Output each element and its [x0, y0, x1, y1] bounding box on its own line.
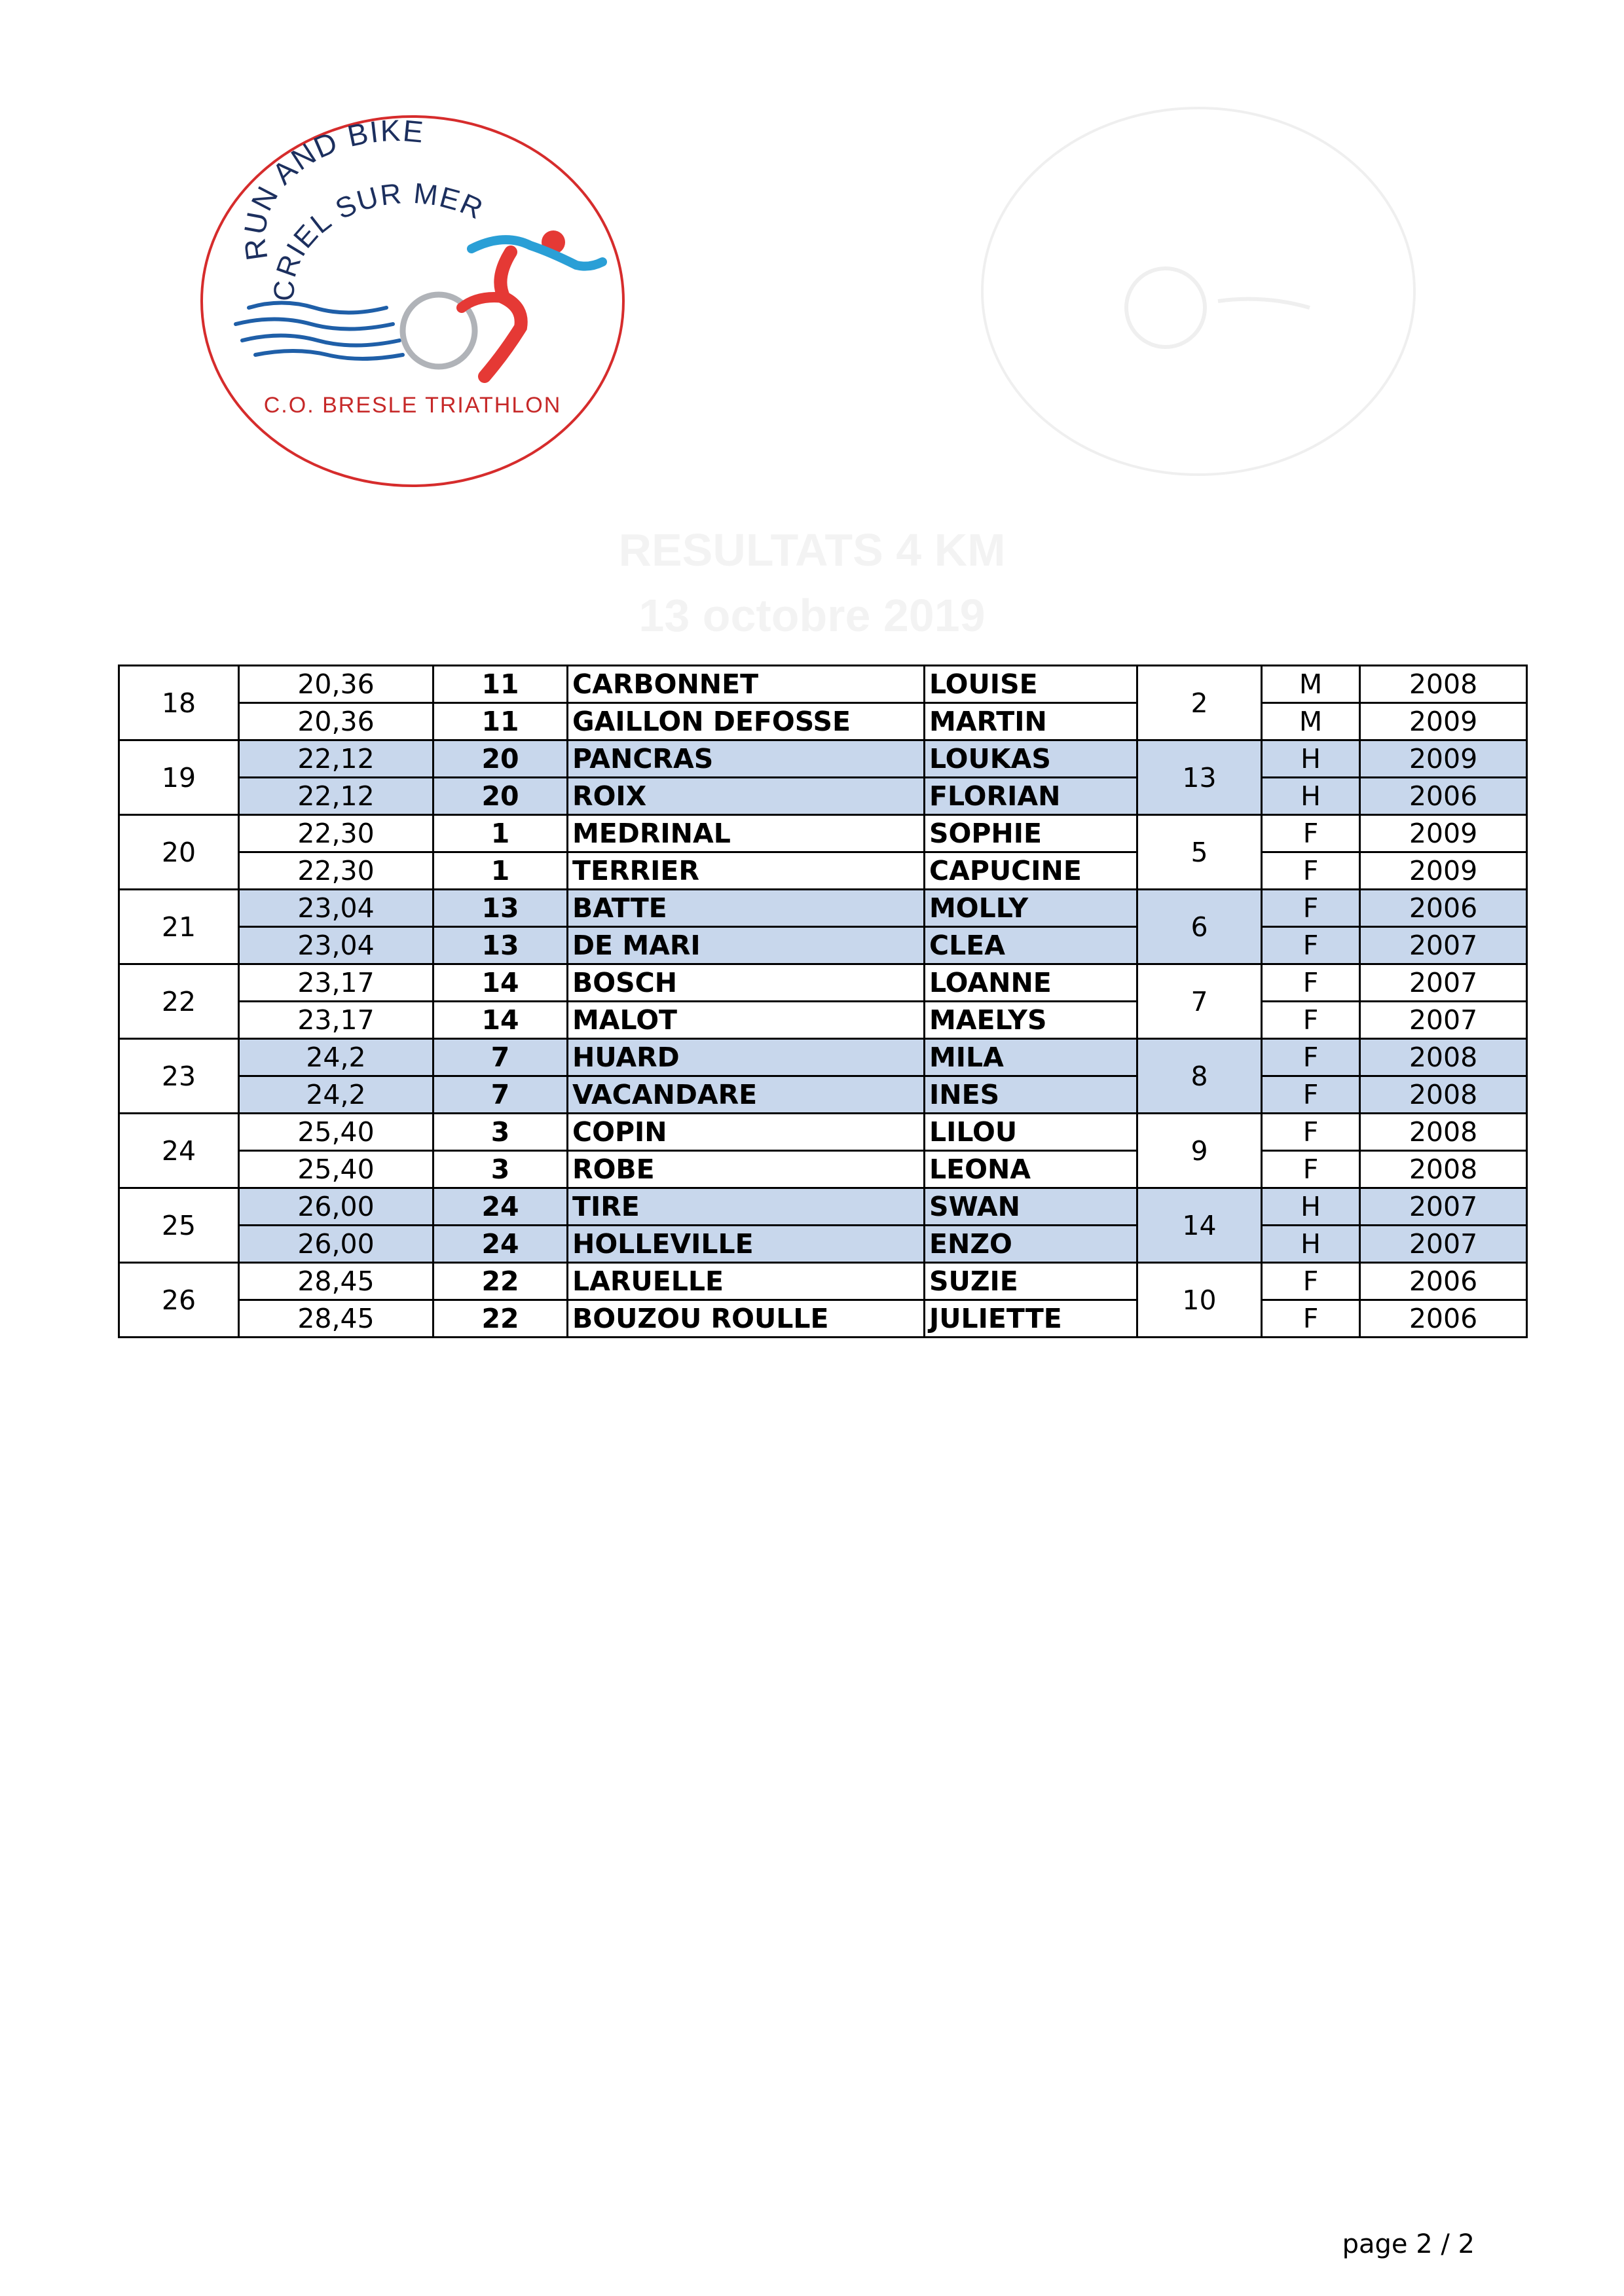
bib-cell: 20 [434, 740, 568, 778]
year-cell: 2007 [1360, 964, 1527, 1002]
table-row [119, 852, 1527, 890]
sex-cell: F [1262, 1151, 1360, 1188]
table-row [119, 1114, 1527, 1151]
last-name-cell: BATTE [568, 890, 925, 927]
bleed-through-title-line-2 [0, 583, 1624, 648]
time-cell: 20,36 [239, 703, 434, 740]
time-cell: 24,2 [239, 1076, 434, 1114]
bib-cell: 7 [434, 1039, 568, 1076]
rank-cell: 18 [119, 666, 239, 740]
time-cell: 23,04 [239, 890, 434, 927]
rank-cell: 19 [119, 740, 239, 815]
team-cell: 7 [1137, 964, 1262, 1039]
table-row [119, 1039, 1527, 1076]
time-cell: 26,00 [239, 1188, 434, 1226]
year-cell: 2006 [1360, 890, 1527, 927]
time-cell: 20,36 [239, 666, 434, 703]
team-cell: 14 [1137, 1188, 1262, 1263]
table-row [119, 1300, 1527, 1338]
table-row [119, 1226, 1527, 1263]
page-number: page 2 / 2 [1342, 2229, 1475, 2259]
team-cell: 5 [1137, 815, 1262, 890]
time-cell: 22,30 [239, 852, 434, 890]
year-cell: 2006 [1360, 1263, 1527, 1300]
sex-cell: F [1262, 852, 1360, 890]
bib-cell: 14 [434, 1002, 568, 1039]
year-cell: 2006 [1360, 1300, 1527, 1338]
logo-arc-top: RUN AND BIKE [237, 113, 426, 263]
year-cell: 2009 [1360, 740, 1527, 778]
table-row [119, 1076, 1527, 1114]
first-name-cell: CAPUCINE [925, 852, 1137, 890]
time-cell: 28,45 [239, 1300, 434, 1338]
time-cell: 25,40 [239, 1151, 434, 1188]
sex-cell: F [1262, 964, 1360, 1002]
first-name-cell: SOPHIE [925, 815, 1137, 852]
first-name-cell: LOANNE [925, 964, 1137, 1002]
bib-cell: 1 [434, 815, 568, 852]
sex-cell: M [1262, 666, 1360, 703]
last-name-cell: GAILLON DEFOSSE [568, 703, 925, 740]
time-cell: 25,40 [239, 1114, 434, 1151]
rank-cell: 24 [119, 1114, 239, 1188]
last-name-cell: PANCRAS [568, 740, 925, 778]
team-cell: 9 [1137, 1114, 1262, 1188]
sex-cell: F [1262, 1002, 1360, 1039]
year-cell: 2006 [1360, 778, 1527, 815]
team-cell: 13 [1137, 740, 1262, 815]
time-cell: 23,17 [239, 1002, 434, 1039]
first-name-cell: LOUISE [925, 666, 1137, 703]
first-name-cell: LOUKAS [925, 740, 1137, 778]
bib-cell: 13 [434, 927, 568, 964]
time-cell: 24,2 [239, 1039, 434, 1076]
bib-cell: 20 [434, 778, 568, 815]
last-name-cell: MALOT [568, 1002, 925, 1039]
rank-cell: 22 [119, 964, 239, 1039]
sex-cell: H [1262, 1188, 1360, 1226]
first-name-cell: MILA [925, 1039, 1137, 1076]
last-name-cell: HOLLEVILLE [568, 1226, 925, 1263]
bib-cell: 3 [434, 1151, 568, 1188]
year-cell: 2008 [1360, 1039, 1527, 1076]
bib-cell: 22 [434, 1300, 568, 1338]
table-row [119, 815, 1527, 852]
logo-arc-middle: CRIEL SUR MER [268, 177, 489, 302]
team-cell: 10 [1137, 1263, 1262, 1338]
bib-cell: 24 [434, 1226, 568, 1263]
rank-cell: 25 [119, 1188, 239, 1263]
sex-cell: M [1262, 703, 1360, 740]
sex-cell: H [1262, 778, 1360, 815]
sex-cell: F [1262, 815, 1360, 852]
last-name-cell: TIRE [568, 1188, 925, 1226]
team-cell: 2 [1137, 666, 1262, 740]
first-name-cell: MAELYS [925, 1002, 1137, 1039]
table-row [119, 1188, 1527, 1226]
bib-cell: 11 [434, 666, 568, 703]
last-name-cell: DE MARI [568, 927, 925, 964]
last-name-cell: ROIX [568, 778, 925, 815]
first-name-cell: MOLLY [925, 890, 1137, 927]
first-name-cell: LEONA [925, 1151, 1137, 1188]
table-row [119, 890, 1527, 927]
table-row [119, 1002, 1527, 1039]
time-cell: 22,30 [239, 815, 434, 852]
last-name-cell: VACANDARE [568, 1076, 925, 1114]
bib-cell: 24 [434, 1188, 568, 1226]
first-name-cell: FLORIAN [925, 778, 1137, 815]
year-cell: 2007 [1360, 1226, 1527, 1263]
sex-cell: H [1262, 740, 1360, 778]
table-row [119, 964, 1527, 1002]
year-cell: 2008 [1360, 666, 1527, 703]
table-row [119, 778, 1527, 815]
table-row [119, 1263, 1527, 1300]
year-cell: 2007 [1360, 1002, 1527, 1039]
team-cell: 8 [1137, 1039, 1262, 1114]
rank-cell: 23 [119, 1039, 239, 1114]
sex-cell: F [1262, 1114, 1360, 1151]
bib-cell: 14 [434, 964, 568, 1002]
bib-cell: 1 [434, 852, 568, 890]
bleed-through-title [0, 517, 1624, 648]
last-name-cell: ROBE [568, 1151, 925, 1188]
time-cell: 26,00 [239, 1226, 434, 1263]
bib-cell: 11 [434, 703, 568, 740]
sex-cell: F [1262, 1300, 1360, 1338]
time-cell: 23,04 [239, 927, 434, 964]
year-cell: 2008 [1360, 1151, 1527, 1188]
year-cell: 2009 [1360, 703, 1527, 740]
table-row [119, 1151, 1527, 1188]
table-row [119, 927, 1527, 964]
last-name-cell: BOSCH [568, 964, 925, 1002]
first-name-cell: JULIETTE [925, 1300, 1137, 1338]
last-name-cell: CARBONNET [568, 666, 925, 703]
time-cell: 22,12 [239, 778, 434, 815]
sex-cell: H [1262, 1226, 1360, 1263]
first-name-cell: MARTIN [925, 703, 1137, 740]
logo-club-name: C.O. BRESLE TRIATHLON [263, 393, 562, 418]
first-name-cell: CLEA [925, 927, 1137, 964]
first-name-cell: ENZO [925, 1226, 1137, 1263]
bib-cell: 7 [434, 1076, 568, 1114]
bib-cell: 22 [434, 1263, 568, 1300]
first-name-cell: SUZIE [925, 1263, 1137, 1300]
first-name-cell: LILOU [925, 1114, 1137, 1151]
time-cell: 23,17 [239, 964, 434, 1002]
bib-cell: 3 [434, 1114, 568, 1151]
last-name-cell: MEDRINAL [568, 815, 925, 852]
results-table [118, 665, 1528, 1338]
table-row [119, 666, 1527, 703]
year-cell: 2009 [1360, 815, 1527, 852]
rank-cell: 26 [119, 1263, 239, 1338]
sex-cell: F [1262, 927, 1360, 964]
table-row [119, 740, 1527, 778]
club-logo [196, 111, 629, 491]
last-name-cell: TERRIER [568, 852, 925, 890]
year-cell: 2009 [1360, 852, 1527, 890]
year-cell: 2007 [1360, 1188, 1527, 1226]
bleed-through-title-line-1 [0, 517, 1624, 583]
rank-cell: 20 [119, 815, 239, 890]
time-cell: 28,45 [239, 1263, 434, 1300]
last-name-cell: HUARD [568, 1039, 925, 1076]
sex-cell: F [1262, 1076, 1360, 1114]
year-cell: 2007 [1360, 927, 1527, 964]
bib-cell: 13 [434, 890, 568, 927]
sex-cell: F [1262, 890, 1360, 927]
rank-cell: 21 [119, 890, 239, 964]
first-name-cell: SWAN [925, 1188, 1137, 1226]
year-cell: 2008 [1360, 1114, 1527, 1151]
bleed-through-logo [969, 98, 1428, 484]
sex-cell: F [1262, 1263, 1360, 1300]
first-name-cell: INES [925, 1076, 1137, 1114]
last-name-cell: COPIN [568, 1114, 925, 1151]
last-name-cell: BOUZOU ROULLE [568, 1300, 925, 1338]
last-name-cell: LARUELLE [568, 1263, 925, 1300]
time-cell: 22,12 [239, 740, 434, 778]
sex-cell: F [1262, 1039, 1360, 1076]
year-cell: 2008 [1360, 1076, 1527, 1114]
table-row [119, 703, 1527, 740]
team-cell: 6 [1137, 890, 1262, 964]
